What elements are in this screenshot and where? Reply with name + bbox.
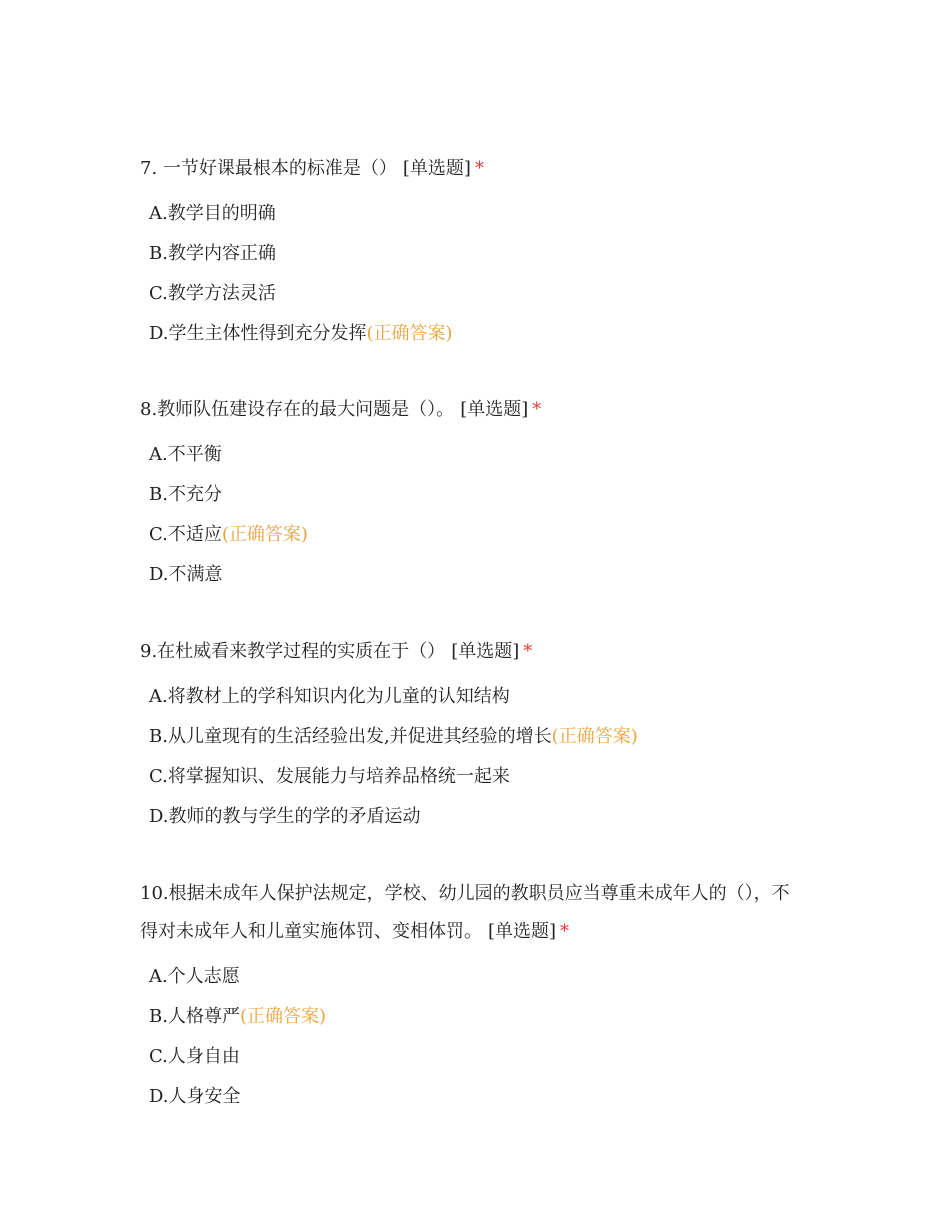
required-mark: * (532, 399, 542, 420)
correct-answer-mark: (正确答案) (239, 1006, 326, 1027)
correct-answer-mark: (正确答案) (221, 524, 308, 545)
options-list (149, 677, 820, 837)
option-c: C.将掌握知识、发展能力与培养品格统一起来 (149, 766, 510, 787)
question-type-label: [单选题] (460, 399, 529, 420)
option-a: A.个人志愿 (149, 966, 240, 987)
question-type-label: [单选题] (402, 158, 471, 179)
question-9 (140, 633, 820, 837)
options-list (149, 435, 820, 595)
option-a: A.将教材上的学科知识内化为儿童的认知结构 (149, 686, 510, 707)
option-d: D.人身安全 (149, 1086, 241, 1107)
option-a: A.教学目的明确 (149, 203, 276, 224)
question-title: 8.教师队伍建设存在的最大问题是（）。 [单选题] * (140, 399, 542, 420)
options-list (149, 194, 820, 354)
question-type-label: [单选题] (451, 641, 520, 662)
option-c: C.人身自由 (149, 1046, 240, 1067)
question-7 (140, 150, 820, 354)
option-b: B.教学内容正确 (149, 243, 276, 264)
option-c: C.不适应(正确答案) (149, 524, 308, 545)
question-10 (140, 875, 800, 1117)
option-b: B.从儿童现有的生活经验出发,并促进其经验的增长(正确答案) (149, 726, 638, 747)
option-d: D.教师的教与学生的学的矛盾运动 (149, 806, 421, 827)
required-mark: * (560, 921, 570, 942)
option-d: D.学生主体性得到充分发挥(正确答案) (149, 323, 453, 344)
correct-answer-mark: (正确答案) (366, 323, 453, 344)
correct-answer-mark: (正确答案) (551, 726, 638, 747)
question-type-label: [单选题] (488, 921, 557, 942)
question-title: 7. 一节好课最根本的标准是（） [单选题] * (140, 158, 484, 179)
question-title: 9.在杜威看来教学过程的实质在于（） [单选题] * (140, 641, 533, 662)
options-list (149, 957, 800, 1117)
question-8 (140, 391, 820, 595)
option-b: B.人格尊严(正确答案) (149, 1006, 326, 1027)
option-d: D.不满意 (149, 564, 223, 585)
option-c: C.教学方法灵活 (149, 283, 276, 304)
required-mark: * (474, 158, 484, 179)
option-a: A.不平衡 (149, 444, 222, 465)
required-mark: * (523, 641, 533, 662)
question-title: 10.根据未成年人保护法规定，学校、幼儿园的教职员应当尊重未成年人的（），不得对未成年人和儿童实施体罚、变相体罚。 [单选题] * (140, 883, 790, 942)
option-b: B.不充分 (149, 484, 222, 505)
